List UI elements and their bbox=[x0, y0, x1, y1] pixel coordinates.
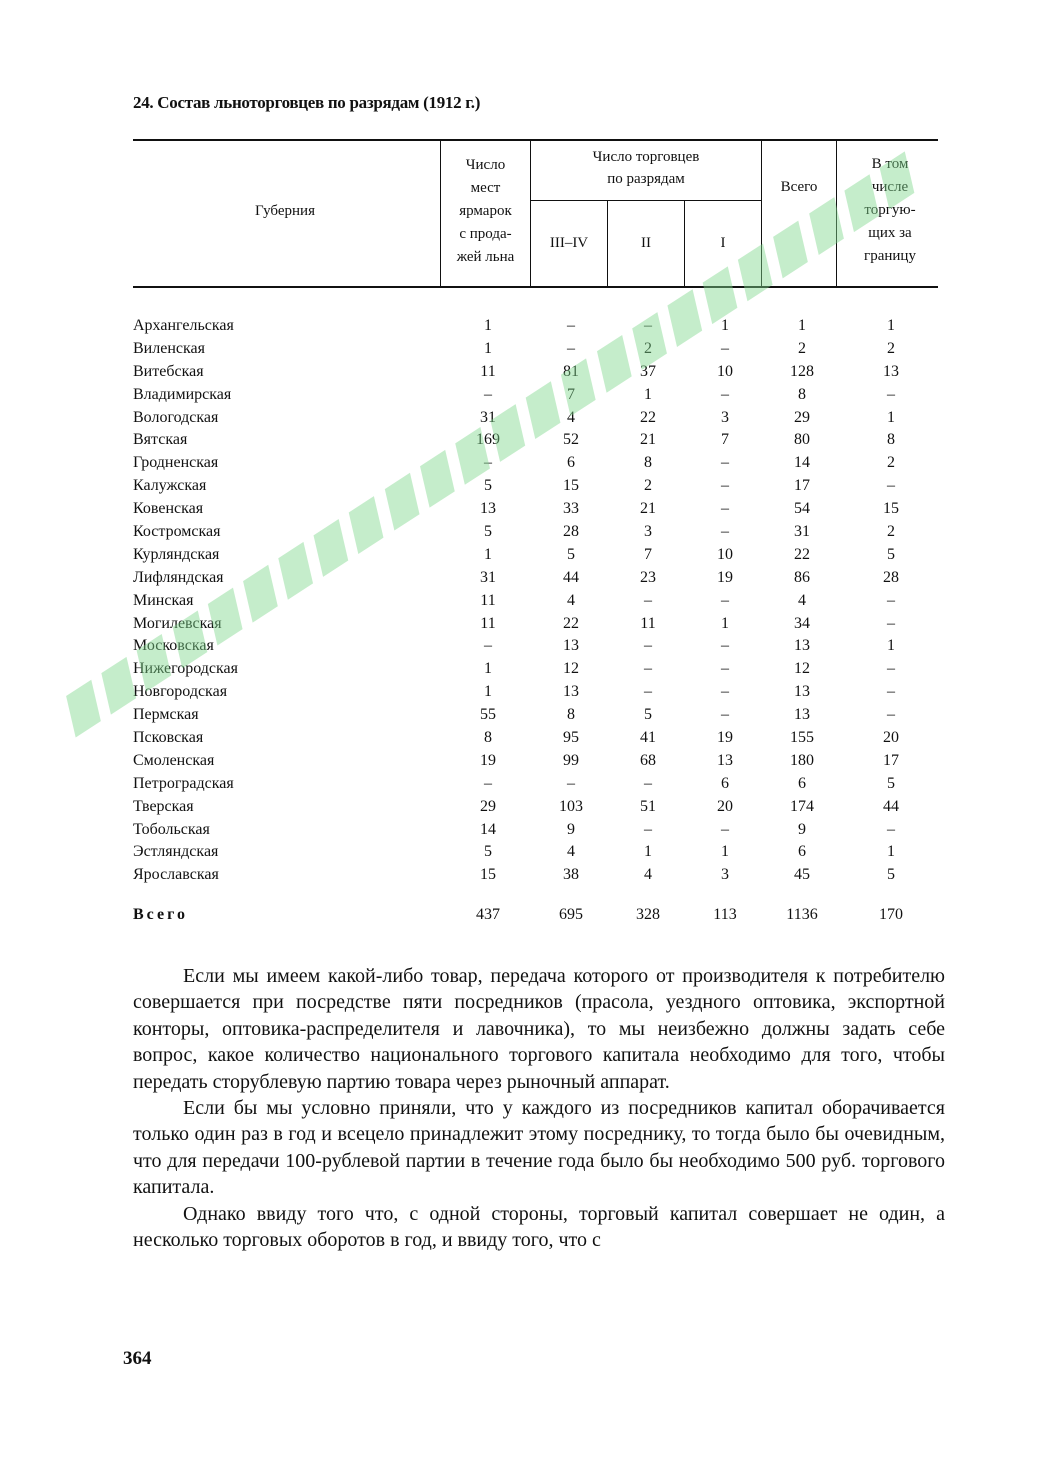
cell-c2: – bbox=[644, 660, 652, 678]
cell-c2: – bbox=[644, 820, 652, 838]
cell-c34: 6 bbox=[567, 454, 575, 472]
cell-total: 13 bbox=[794, 637, 810, 655]
cell-places: 15 bbox=[480, 866, 496, 884]
table-row bbox=[133, 475, 933, 498]
cell-c1: 1 bbox=[721, 843, 729, 861]
cell-abroad: 2 bbox=[887, 523, 895, 541]
cell-places: – bbox=[484, 385, 492, 403]
table-row bbox=[133, 315, 933, 338]
gubernia-name: Вятская bbox=[133, 431, 188, 449]
cell-c1: 3 bbox=[721, 408, 729, 426]
gubernia-name: Курляндская bbox=[133, 545, 220, 563]
page-number: 364 bbox=[123, 1348, 152, 1369]
header-abroad: В том числе торгую- щих за границу bbox=[864, 156, 916, 264]
table-row bbox=[133, 361, 933, 384]
cell-abroad: – bbox=[887, 820, 895, 838]
cell-total: 174 bbox=[790, 797, 814, 815]
cell-c2: 4 bbox=[644, 866, 652, 884]
paragraph: Если бы мы условно приняли, что у каждого из посредников капитал оборачивается только один раз в год и всецело принадлежит этому посреднику, то тогда было бы очевидным, что для передачи 100-рублевой партии в течение года было бы необходимо 500 руб. торгового капитала. bbox=[133, 1097, 945, 1199]
table-row bbox=[133, 544, 933, 567]
cell-c2: 1 bbox=[644, 385, 652, 403]
cell-c34: 4 bbox=[567, 591, 575, 609]
cell-abroad: 5 bbox=[887, 866, 895, 884]
gubernia-name: Эстляндская bbox=[133, 843, 219, 861]
table-row bbox=[133, 841, 933, 864]
table-total-row bbox=[133, 903, 933, 927]
cell-abroad: 5 bbox=[887, 774, 895, 792]
header-cat-3-4: III–IV bbox=[549, 235, 589, 251]
gubernia-name: Ковенская bbox=[133, 500, 204, 518]
table-row bbox=[133, 635, 933, 658]
cell-c1: 19 bbox=[717, 729, 733, 747]
cell-total: 31 bbox=[794, 523, 810, 541]
cell-total: 34 bbox=[794, 614, 810, 632]
table-row bbox=[133, 567, 933, 590]
cell-abroad: 44 bbox=[883, 797, 899, 815]
table-row bbox=[133, 796, 933, 819]
cell-c1: 1 bbox=[721, 317, 729, 334]
cell-c1: 19 bbox=[717, 568, 733, 586]
cell-places: 5 bbox=[484, 477, 492, 495]
cell-total: 128 bbox=[790, 362, 814, 380]
cell-c34: 81 bbox=[563, 362, 579, 380]
cell-c34: 95 bbox=[563, 729, 579, 747]
cell-places: 5 bbox=[484, 523, 492, 541]
cell-abroad: 8 bbox=[887, 431, 895, 449]
cell-c34: 12 bbox=[563, 660, 579, 678]
cell-abroad: 1 bbox=[887, 408, 895, 426]
watermark-dash bbox=[773, 220, 808, 278]
cell-c1: 3 bbox=[721, 866, 729, 884]
cell-places: 11 bbox=[480, 614, 496, 632]
gubernia-name: Гродненская bbox=[133, 454, 219, 472]
table-row bbox=[133, 819, 933, 842]
cell-c34: 9 bbox=[567, 820, 575, 838]
cell-abroad: – bbox=[887, 683, 895, 701]
gubernia-name: Псковская bbox=[133, 729, 204, 747]
gubernia-name: Костромская bbox=[133, 523, 221, 541]
cell-c2: 51 bbox=[640, 797, 656, 815]
cell-abroad: – bbox=[887, 477, 895, 495]
cell-c34: 22 bbox=[563, 614, 579, 632]
cell-c1: – bbox=[721, 500, 729, 518]
cell-c2: 7 bbox=[644, 545, 652, 563]
cell-total: 12 bbox=[794, 660, 810, 678]
cell-c34: 99 bbox=[563, 751, 579, 769]
cell-places: 19 bbox=[480, 751, 496, 769]
cell-c1: – bbox=[721, 683, 729, 701]
table-header-rule bbox=[133, 286, 938, 288]
table-top-rule bbox=[133, 139, 938, 141]
cell-abroad: 20 bbox=[883, 729, 899, 747]
paragraph: Если мы имеем какой-либо товар, передача которого от производителя к потребителю совершается при посредстве пяти посредников (прасола, уездного оптовика, экспортной конторы, оптовика-распределителя и лавочника), то мы неизбежно должны задать себе вопрос, какое количество национального торгового капитала необходимо для того, чтобы передать сторублевую партию товара через рыночный аппарат. bbox=[133, 965, 945, 1093]
gubernia-name: Пермская bbox=[133, 706, 199, 724]
cell-total: 14 bbox=[794, 454, 810, 472]
cell-places: 1 bbox=[484, 317, 492, 334]
total-places: 437 bbox=[476, 906, 500, 923]
cell-c2: 21 bbox=[640, 431, 656, 449]
table-row bbox=[133, 773, 933, 796]
cell-c2: 23 bbox=[640, 568, 656, 586]
cell-c1: – bbox=[721, 523, 729, 541]
cell-abroad: 17 bbox=[883, 751, 899, 769]
cell-abroad: 15 bbox=[883, 500, 899, 518]
body-text bbox=[133, 963, 945, 1253]
cell-abroad: – bbox=[887, 591, 895, 609]
cell-places: 13 bbox=[480, 500, 496, 518]
gubernia-name: Минская bbox=[133, 591, 194, 609]
cell-places: 1 bbox=[484, 683, 492, 701]
cell-c2: – bbox=[644, 774, 652, 792]
cell-c2: 8 bbox=[644, 454, 652, 472]
cell-places: 55 bbox=[480, 706, 496, 724]
cell-c1: 10 bbox=[717, 545, 733, 563]
cell-places: 8 bbox=[484, 729, 492, 747]
gubernia-name: Архангельская bbox=[133, 317, 234, 334]
cell-places: 1 bbox=[484, 545, 492, 563]
gubernia-name: Нижегородская bbox=[133, 660, 238, 678]
gubernia-name: Московская bbox=[133, 637, 214, 655]
table-row bbox=[133, 864, 933, 887]
cell-c2: 37 bbox=[640, 362, 656, 380]
cell-c1: 13 bbox=[717, 751, 733, 769]
table-row bbox=[133, 498, 933, 521]
table-row bbox=[133, 338, 933, 361]
table-row bbox=[133, 521, 933, 544]
table-row bbox=[133, 658, 933, 681]
cell-places: 1 bbox=[484, 660, 492, 678]
cell-places: 11 bbox=[480, 362, 496, 380]
cell-c1: 10 bbox=[717, 362, 733, 380]
cell-c1: – bbox=[721, 591, 729, 609]
table-row bbox=[133, 681, 933, 704]
table-row bbox=[133, 704, 933, 727]
cell-total: 54 bbox=[794, 500, 810, 518]
cell-c1: 6 bbox=[721, 774, 729, 792]
cell-total: 22 bbox=[794, 545, 810, 563]
cell-places: – bbox=[484, 774, 492, 792]
table-row bbox=[133, 727, 933, 750]
total-cat-2: 328 bbox=[636, 906, 660, 923]
cell-abroad: 28 bbox=[883, 568, 899, 586]
cell-c34: 7 bbox=[567, 385, 575, 403]
table-row bbox=[133, 407, 933, 430]
table-row bbox=[133, 384, 933, 407]
total-total: 1136 bbox=[786, 906, 818, 923]
cell-total: 180 bbox=[790, 751, 814, 769]
cell-abroad: 5 bbox=[887, 545, 895, 563]
gubernia-name: Новгородская bbox=[133, 683, 228, 701]
cell-total: 45 bbox=[794, 866, 810, 884]
cell-total: 8 bbox=[798, 385, 806, 403]
gubernia-name: Владимирская bbox=[133, 385, 232, 403]
cell-c2: 2 bbox=[644, 339, 652, 357]
cell-c1: – bbox=[721, 637, 729, 655]
col-divider bbox=[761, 140, 762, 287]
cell-c1: – bbox=[721, 660, 729, 678]
table-body bbox=[133, 315, 933, 887]
cell-abroad: – bbox=[887, 614, 895, 632]
cell-c34: – bbox=[567, 774, 575, 792]
cell-total: 1 bbox=[798, 317, 806, 334]
cell-c2: 68 bbox=[640, 751, 656, 769]
cell-c34: 8 bbox=[567, 706, 575, 724]
cell-places: – bbox=[484, 454, 492, 472]
gubernia-name: Тверская bbox=[133, 797, 194, 815]
cell-c2: 11 bbox=[640, 614, 656, 632]
cell-c34: 28 bbox=[563, 523, 579, 541]
cell-c34: 103 bbox=[559, 797, 583, 815]
paragraph: Однако ввиду того что, с одной стороны, торговый капитал совершает не один, а несколько торговых оборотов в год, и ввиду того, что с bbox=[133, 1202, 945, 1252]
cell-c2: – bbox=[644, 591, 652, 609]
cell-places: 29 bbox=[480, 797, 496, 815]
table-caption: 24. Состав льноторговцев по разрядам (1912 г.) bbox=[133, 93, 481, 112]
cell-abroad: 1 bbox=[887, 637, 895, 655]
cell-places: 14 bbox=[480, 820, 496, 838]
total-cat-3-4: 695 bbox=[559, 906, 583, 923]
cell-places: 31 bbox=[480, 568, 496, 586]
cell-c2: 2 bbox=[644, 477, 652, 495]
cell-total: 4 bbox=[798, 591, 806, 609]
cell-c34: 38 bbox=[563, 866, 579, 884]
watermark-dash bbox=[66, 680, 101, 738]
table-row bbox=[133, 750, 933, 773]
cell-total: 29 bbox=[794, 408, 810, 426]
cell-c34: 13 bbox=[563, 683, 579, 701]
cell-places: 1 bbox=[484, 339, 492, 357]
cell-c34: – bbox=[567, 339, 575, 357]
cell-c2: – bbox=[644, 683, 652, 701]
cell-places: 5 bbox=[484, 843, 492, 861]
gubernia-name: Калужская bbox=[133, 477, 207, 495]
table-row bbox=[133, 452, 933, 475]
gubernia-name: Петроградская bbox=[133, 774, 234, 792]
cell-c1: – bbox=[721, 454, 729, 472]
gubernia-name: Лифляндская bbox=[133, 568, 224, 586]
cell-abroad: – bbox=[887, 385, 895, 403]
cell-abroad: 2 bbox=[887, 339, 895, 357]
cell-c34: 4 bbox=[567, 843, 575, 861]
cell-c2: 5 bbox=[644, 706, 652, 724]
cell-c2: 21 bbox=[640, 500, 656, 518]
table-row bbox=[133, 429, 933, 452]
gubernia-name: Смоленская bbox=[133, 751, 215, 769]
cell-places: 31 bbox=[480, 408, 496, 426]
header-places: Число мест ярмарок с прода- жей льна bbox=[456, 157, 515, 265]
cell-abroad: 2 bbox=[887, 454, 895, 472]
cell-abroad: 13 bbox=[883, 362, 899, 380]
cell-places: 169 bbox=[476, 431, 500, 449]
header-traders-group: Число торговцев по разрядам bbox=[592, 149, 700, 187]
cell-c1: – bbox=[721, 385, 729, 403]
total-cat-1: 113 bbox=[713, 906, 737, 923]
cell-total: 86 bbox=[794, 568, 810, 586]
cell-c34: 33 bbox=[563, 500, 579, 518]
cell-total: 13 bbox=[794, 706, 810, 724]
gubernia-name: Могилевская bbox=[133, 614, 222, 632]
cell-abroad: 1 bbox=[887, 843, 895, 861]
cell-c1: 20 bbox=[717, 797, 733, 815]
cell-c34: 44 bbox=[563, 568, 579, 586]
gubernia-name: Витебская bbox=[133, 362, 204, 380]
cell-total: 17 bbox=[794, 477, 810, 495]
cell-abroad: – bbox=[887, 660, 895, 678]
cell-abroad: – bbox=[887, 706, 895, 724]
group-rule bbox=[530, 200, 761, 201]
cell-total: 9 bbox=[798, 820, 806, 838]
cell-c2: 3 bbox=[644, 523, 652, 541]
cell-c1: – bbox=[721, 706, 729, 724]
total-label: Всего bbox=[133, 906, 188, 923]
cell-c1: – bbox=[721, 339, 729, 357]
cell-abroad: 1 bbox=[887, 317, 895, 334]
cell-c2: 22 bbox=[640, 408, 656, 426]
cell-total: 2 bbox=[798, 339, 806, 357]
gubernia-name: Виленская bbox=[133, 339, 205, 357]
cell-total: 155 bbox=[790, 729, 814, 747]
cell-c1: 1 bbox=[721, 614, 729, 632]
gubernia-name: Ярославская bbox=[133, 866, 219, 884]
header-total: Всего bbox=[780, 179, 818, 195]
cell-c34: 13 bbox=[563, 637, 579, 655]
cell-total: 80 bbox=[794, 431, 810, 449]
cell-total: 13 bbox=[794, 683, 810, 701]
header-cat-1: I bbox=[720, 235, 726, 251]
cell-total: 6 bbox=[798, 774, 806, 792]
cell-c1: 7 bbox=[721, 431, 729, 449]
cell-c2: 41 bbox=[640, 729, 656, 747]
cell-c34: 15 bbox=[563, 477, 579, 495]
table-row bbox=[133, 590, 933, 613]
cell-total: 6 bbox=[798, 843, 806, 861]
cell-c34: 52 bbox=[563, 431, 579, 449]
cell-places: – bbox=[484, 637, 492, 655]
cell-c2: – bbox=[644, 317, 652, 334]
cell-c1: – bbox=[721, 477, 729, 495]
header-gubernia: Губерния bbox=[255, 203, 315, 219]
gubernia-name: Тобольская bbox=[133, 820, 210, 838]
cell-c34: – bbox=[567, 317, 575, 334]
cell-c34: 5 bbox=[567, 545, 575, 563]
watermark-dash bbox=[101, 657, 136, 715]
cell-places: 11 bbox=[480, 591, 496, 609]
cell-c1: – bbox=[721, 820, 729, 838]
total-abroad: 170 bbox=[879, 906, 903, 923]
cell-c2: – bbox=[644, 637, 652, 655]
cell-c34: 4 bbox=[567, 408, 575, 426]
gubernia-name: Вологодская bbox=[133, 408, 219, 426]
cell-c2: 1 bbox=[644, 843, 652, 861]
header-cat-2: II bbox=[641, 235, 651, 251]
table-row bbox=[133, 613, 933, 636]
